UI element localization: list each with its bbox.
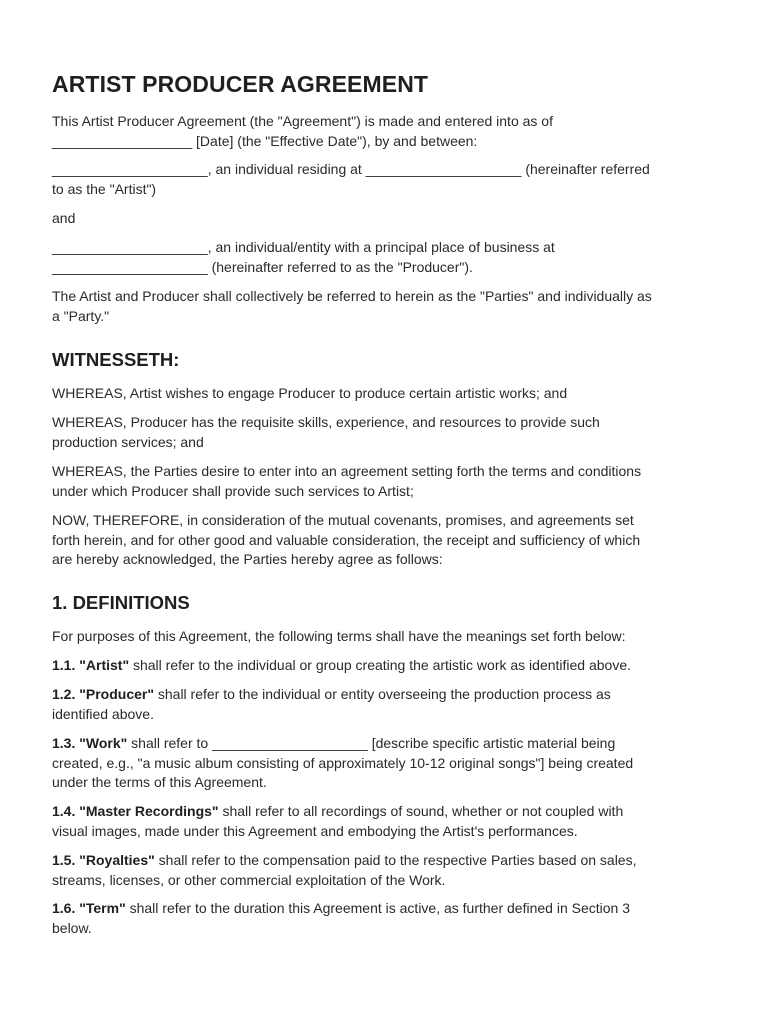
definition-line-1 xyxy=(52,899,724,919)
definition-line-2: visual images, made under this Agreement and embodying the Artist's performances. xyxy=(52,822,578,839)
whereas-3-paragraph xyxy=(52,462,724,501)
definition-text: shall refer to ____________________ [describe specific artistic material being xyxy=(127,735,616,751)
definition-term: 1.2. "Producer" xyxy=(52,686,154,702)
definition-line-2: below. xyxy=(52,919,92,936)
artist-party-line-2: to as the "Artist") xyxy=(52,180,157,197)
artist-party-line-1: ____________________, an individual residing at ____________________ (hereinafter referred xyxy=(52,161,650,177)
whereas-3-line-2: under which Producer shall provide such services to Artist; xyxy=(52,482,414,499)
definition-line-3: under the terms of this Agreement. xyxy=(52,774,267,790)
intro-line-2: __________________ [Date] (the "Effective Date"), by and between: xyxy=(52,132,478,149)
whereas-1-line: WHEREAS, Artist wishes to engage Producer to produce certain artistic works; and xyxy=(52,385,568,401)
definition-term: 1.5. "Royalties" xyxy=(52,852,155,868)
definition-term: 1.1. "Artist" xyxy=(52,657,130,673)
definition-text: shall refer to the individual or entity overseeing the production process as xyxy=(153,686,611,702)
definition-line-1 xyxy=(52,851,724,871)
now-therefore-line-3: are hereby acknowledged, the Parties hereby agree as follows: xyxy=(52,551,443,567)
parties-paragraph xyxy=(52,287,724,326)
definition-item xyxy=(52,685,724,724)
producer-party-line-2: ____________________ (hereinafter referred to as the "Producer"). xyxy=(52,258,473,275)
definition-item xyxy=(52,734,724,793)
definition-line-1 xyxy=(52,734,724,754)
definitions-intro-paragraph xyxy=(52,627,724,647)
definition-line-1 xyxy=(52,656,724,676)
definition-text: shall refer to the individual or group creating the artistic work as identified above. xyxy=(129,657,632,673)
producer-party-line-1: ____________________, an individual/entity with a principal place of business at xyxy=(52,239,555,255)
definition-text: shall refer to the compensation paid to the respective Parties based on sales, xyxy=(154,852,637,868)
definitions-intro-line: For purposes of this Agreement, the following terms shall have the meanings set forth below: xyxy=(52,628,626,644)
parties-line-1: The Artist and Producer shall collectively be referred to herein as the "Parties" and individually as xyxy=(52,288,652,304)
witnesseth-heading: WITNESSETH: xyxy=(52,349,180,370)
definition-item xyxy=(52,656,724,676)
definition-term: 1.4. "Master Recordings" xyxy=(52,803,219,819)
definition-text: shall refer to all recordings of sound, whether or not coupled with xyxy=(218,803,624,819)
definitions-heading: 1. DEFINITIONS xyxy=(52,592,190,613)
now-therefore-line-1: NOW, THEREFORE, in consideration of the mutual covenants, promises, and agreements set xyxy=(52,512,634,528)
document-title: ARTIST PRODUCER AGREEMENT xyxy=(52,71,429,97)
definition-term: 1.3. "Work" xyxy=(52,735,128,751)
now-therefore-paragraph xyxy=(52,511,724,570)
and-text: and xyxy=(52,210,76,226)
definition-line-2: created, e.g., "a music album consisting of approximately 10-12 original songs"] being created xyxy=(52,754,634,771)
definition-item xyxy=(52,802,724,841)
whereas-2-paragraph xyxy=(52,413,724,452)
definition-line-1 xyxy=(52,802,724,822)
producer-party-paragraph xyxy=(52,238,724,277)
definition-item xyxy=(52,899,724,938)
definition-text: shall refer to the duration this Agreement is active, as further defined in Section 3 xyxy=(125,900,630,916)
whereas-1-paragraph xyxy=(52,384,724,404)
definition-line-2: identified above. xyxy=(52,705,154,722)
intro-paragraph xyxy=(52,112,724,151)
whereas-2-line-2: production services; and xyxy=(52,433,204,450)
definition-line-1 xyxy=(52,685,724,705)
parties-line-2: a "Party." xyxy=(52,307,110,324)
artist-party-paragraph xyxy=(52,160,724,199)
now-therefore-line-2: forth herein, and for other good and valuable consideration, the receipt and sufficiency of which xyxy=(52,531,641,548)
intro-line-1: This Artist Producer Agreement (the "Agreement") is made and entered into as of xyxy=(52,113,553,129)
and-paragraph xyxy=(52,209,724,229)
definition-line-2: streams, licenses, or other commercial exploitation of the Work. xyxy=(52,871,446,888)
whereas-3-line-1: WHEREAS, the Parties desire to enter into an agreement setting forth the terms and conditions xyxy=(52,463,642,479)
definition-item xyxy=(52,851,724,890)
definition-term: 1.6. "Term" xyxy=(52,900,126,916)
whereas-2-line-1: WHEREAS, Producer has the requisite skills, experience, and resources to provide such xyxy=(52,414,600,430)
